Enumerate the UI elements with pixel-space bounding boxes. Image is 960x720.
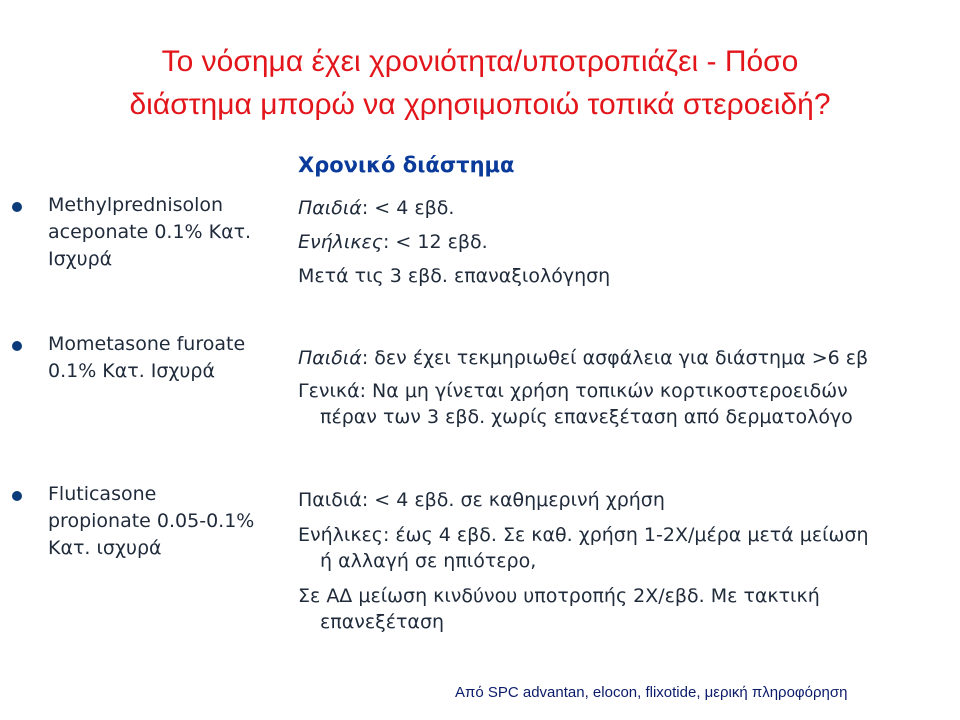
duration-group-mometasone <box>298 345 948 430</box>
reassessment-note: Μετά τις 3 εβδ. επαναξιολόγηση <box>298 265 611 287</box>
children-safety-note: Παιδιά: δεν έχει τεκμηριωθεί ασφάλεια για διάστημα >6 εβ <box>298 347 869 369</box>
bullet-icon <box>12 341 22 351</box>
duration-heading-block <box>298 152 948 178</box>
slide-title-line-2: διάστημα μπορώ να χρησιμοποιώ τοπικά στεροειδή? <box>129 88 831 121</box>
drug-item-mometasone <box>12 331 288 385</box>
slide-title <box>0 40 960 126</box>
drug-name: Mometasone furoate 0.1% Κατ. Ισχυρά <box>48 333 246 382</box>
adults-duration: Ενήλικες: < 12 εβδ. <box>298 231 488 253</box>
adults-duration-line-2: ή αλλαγή σε ηπιότερο, <box>320 550 537 572</box>
children-duration: Παιδιά: < 4 εβδ. <box>298 197 455 219</box>
bullet-icon <box>12 491 22 501</box>
drug-item-methylprednisolon <box>12 192 288 273</box>
general-note-line-2: πέραν των 3 εβδ. χωρίς επανεξέταση από δερματολόγο <box>320 406 853 428</box>
ad-relapse-line-1: Σε ΑΔ μείωση κινδύνου υποτροπής 2Χ/εβδ. Με τακτική <box>298 585 820 607</box>
general-note-line-1: Γενικά: Να μη γίνεται χρήση τοπικών κορτικοστεροειδών <box>298 380 848 402</box>
ad-relapse-line-2: επανεξέταση <box>320 611 445 633</box>
duration-group-methylprednisolon <box>298 195 948 289</box>
bullet-icon <box>12 202 22 212</box>
slide-title-line-1: Το νόσημα έχει χρονιότητα/υποτροπιάζει - Πόσο <box>161 45 799 78</box>
adults-duration-line-1: Ενήλικες: έως 4 εβδ. Σε καθ. χρήση 1-2Χ/μέρα μετά μείωση <box>298 524 869 546</box>
drug-name: Fluticasone propionate 0.05-0.1% Κατ. ισχυρά <box>48 483 255 559</box>
drug-item-fluticasone <box>12 481 288 562</box>
drug-name: Methylprednisolon aceponate 0.1% Κατ. Ισχυρά <box>48 194 252 270</box>
duration-group-fluticasone <box>298 487 948 635</box>
children-duration: Παιδιά: < 4 εβδ. σε καθημερινή χρήση <box>298 489 665 511</box>
duration-heading: Χρονικό διάστημα <box>298 153 515 177</box>
source-footnote: Από SPC advantan, elocon, flixotide, μερική πληροφόρηση <box>455 684 848 701</box>
